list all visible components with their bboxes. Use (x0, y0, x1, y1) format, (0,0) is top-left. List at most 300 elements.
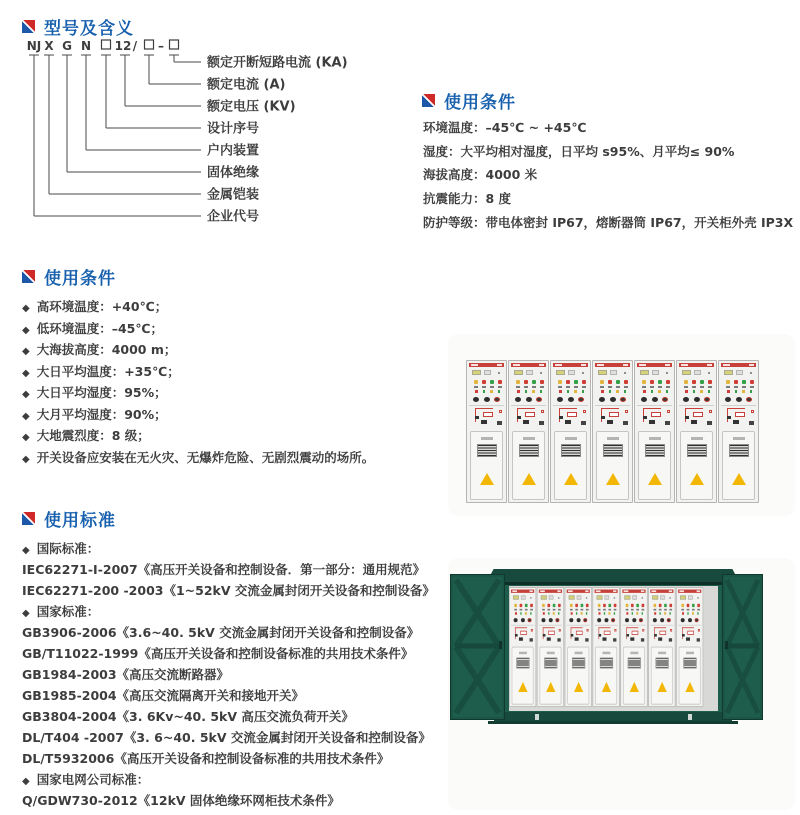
mimic-element (682, 627, 694, 628)
button-label (608, 386, 612, 388)
vent-grille (519, 444, 539, 457)
cabinet-door (679, 647, 701, 705)
mimic-element (649, 420, 655, 424)
button-row-small (635, 390, 674, 393)
knob-row (509, 397, 548, 402)
mimic-element (515, 634, 518, 637)
warning-triangle-icon (648, 473, 662, 485)
mimic-element (531, 629, 533, 632)
operation-knob (662, 397, 668, 402)
indicator-window (652, 595, 658, 599)
mimic-element (559, 629, 561, 632)
button-label (614, 609, 617, 611)
button-label (658, 386, 662, 388)
button-label (654, 609, 657, 611)
switchgear-cabinet (676, 360, 717, 503)
button-label (684, 386, 688, 388)
cabinet-nameplate (595, 590, 618, 593)
control-button (727, 390, 730, 393)
control-button (742, 380, 746, 384)
knob-row (565, 618, 591, 622)
indicator-window (694, 370, 701, 375)
switchgear-cabinet (466, 360, 507, 503)
standard-item: IEC62271-200 -2003《1~52kV 交流金属封闭开关设备和控制设备》 (22, 583, 435, 598)
mimic-element (654, 627, 666, 628)
mimic-element (669, 638, 672, 641)
mimic-element (557, 638, 560, 641)
nameplate-mark (679, 590, 684, 591)
button-label-row (593, 609, 619, 611)
indicator-row (538, 595, 564, 599)
button-label (498, 386, 502, 388)
button-row (467, 380, 506, 384)
indicator-window (472, 370, 481, 375)
operation-knob (683, 397, 689, 402)
mimic-element (581, 421, 586, 425)
control-button (750, 390, 753, 393)
control-button (525, 604, 528, 607)
enclosure-cabinets (509, 587, 703, 707)
vent-grille (603, 444, 623, 457)
mimic-element (626, 634, 629, 637)
button-label (532, 386, 536, 388)
indicator-dot (614, 597, 615, 599)
button-label-row (551, 386, 590, 388)
section-header-conditions-left (22, 264, 116, 289)
operation-knob (652, 397, 658, 402)
mimic-element (687, 630, 694, 634)
switchgear-cabinet (565, 587, 592, 707)
control-button (483, 390, 486, 393)
diamond-bullet-icon: ◆ (22, 303, 30, 314)
mimic-element (517, 416, 521, 419)
control-button (624, 380, 628, 384)
mimic-element (685, 408, 686, 422)
button-label (575, 609, 578, 611)
operation-knob (604, 618, 608, 622)
indicator-row (649, 595, 675, 599)
standard-item: DL/T404 -2007《3. 6~40. 5kV 交流金属封闭开关设备和控制设备》 (22, 730, 431, 745)
operation-knob (725, 397, 731, 402)
vent-grille (683, 657, 696, 668)
mimic-element (547, 637, 551, 640)
indicator-window (577, 595, 582, 599)
operation-knob (548, 618, 552, 622)
mimic-element (693, 412, 703, 417)
operation-knob (695, 618, 699, 622)
knob-row (635, 397, 674, 402)
control-button (582, 380, 586, 384)
nameplate-mark (624, 590, 629, 591)
button-label (624, 386, 628, 388)
door-label (686, 652, 694, 654)
nameplate-mark (539, 364, 544, 366)
door-label (658, 652, 666, 654)
nameplate-mark (540, 590, 545, 591)
indicator-row (593, 370, 632, 375)
button-label (553, 609, 556, 611)
indicator-dot (642, 597, 643, 599)
mimic-element (525, 412, 535, 417)
mimic-element (630, 637, 634, 640)
vent-grille (655, 657, 668, 668)
button-label (750, 386, 754, 388)
mimic-element (685, 408, 703, 409)
control-button (582, 390, 585, 393)
section-marker-icon (422, 94, 435, 107)
condition-item: ◆ 大日平均湿度：95%； (22, 385, 167, 400)
operation-knob (694, 397, 700, 402)
button-label (574, 386, 578, 388)
control-button (498, 390, 501, 393)
indicator-window (724, 370, 733, 375)
control-button (553, 612, 555, 614)
control-button (636, 604, 639, 607)
section-marker-icon (22, 20, 35, 33)
mimic-element (751, 410, 754, 413)
button-row-small (551, 390, 590, 393)
condition-item: ◆ 开关设备应安装在无火灾、无爆炸危险、无剧烈震动的场所。 (22, 449, 375, 465)
control-button (586, 604, 589, 607)
section-title: 型号及含义 (44, 19, 134, 39)
nameplate-mark (555, 364, 562, 366)
control-button (553, 604, 556, 607)
mimic-element (567, 412, 577, 417)
indicator-dot (558, 597, 559, 599)
svg-text:NJ: NJ (26, 39, 42, 53)
control-button (664, 604, 667, 607)
operation-knob (653, 618, 657, 622)
button-label (631, 609, 634, 611)
spec-line: 湿度：大平均相对湿度，日平均 s95%、月平均≤ 90% (423, 143, 735, 159)
control-button (658, 390, 661, 393)
control-button (598, 604, 601, 607)
nameplate-mark (639, 364, 646, 366)
mimic-element (543, 634, 546, 637)
indicator-window (682, 370, 691, 375)
button-label (734, 386, 738, 388)
control-button (609, 390, 612, 393)
button-row-small (649, 612, 675, 614)
door-label (565, 437, 577, 440)
operation-knob (494, 397, 500, 402)
operation-knob (583, 618, 587, 622)
control-button (687, 612, 689, 614)
indicator-window (526, 370, 533, 375)
door-label (574, 652, 582, 654)
control-button (666, 380, 670, 384)
switchgear-cabinet (718, 360, 759, 503)
indicator-dot (624, 372, 626, 374)
operation-knob (576, 618, 580, 622)
button-label (692, 386, 696, 388)
mimic-element (499, 410, 502, 413)
mimic-element (571, 627, 583, 628)
mimic-element (475, 408, 476, 422)
mimic-element (654, 634, 657, 637)
button-row (510, 604, 536, 607)
switchgear-cabinet (508, 360, 549, 503)
mimic-element (583, 410, 586, 413)
nameplate-mark (723, 364, 730, 366)
door-label (607, 437, 619, 440)
switchgear-cabinet (550, 360, 591, 503)
door-label (481, 437, 493, 440)
mimic-diagram (539, 625, 562, 645)
control-button (490, 390, 493, 393)
indicator-window (597, 595, 603, 599)
control-button (608, 612, 610, 614)
control-button (642, 604, 645, 607)
cabinet-nameplate (637, 363, 672, 367)
cabinet-nameplate (678, 590, 701, 593)
condition-item: ◆ 低环境温度：–45℃； (22, 320, 163, 336)
mimic-element (530, 638, 533, 641)
control-button (548, 612, 550, 614)
switchgear-cabinet (634, 360, 675, 503)
diamond-bullet-icon: ◆ (22, 367, 30, 379)
model-label: 设计序号 (207, 121, 260, 137)
control-button (600, 380, 604, 384)
mimic-element (609, 412, 619, 417)
control-button (708, 390, 711, 393)
door-label (649, 437, 661, 440)
control-button (682, 612, 684, 614)
section-marker-icon (22, 270, 35, 283)
nameplate-mark (623, 364, 628, 366)
mimic-element (497, 421, 502, 425)
door-handle (499, 641, 502, 649)
button-label (600, 386, 604, 388)
indicator-row (677, 370, 716, 375)
mimic-element (685, 416, 689, 419)
control-button (574, 380, 578, 384)
vent-grille (687, 444, 707, 457)
button-label-row (538, 609, 564, 611)
button-label-row (635, 386, 674, 388)
switchgear-cabinet (537, 587, 564, 707)
control-button (631, 604, 634, 607)
button-row-small (593, 390, 632, 393)
control-button (614, 604, 617, 607)
indicator-dot (666, 372, 668, 374)
control-button (558, 604, 561, 607)
operation-knob (599, 397, 605, 402)
cabinet-nameplate (511, 363, 546, 367)
switchgear-cabinet (592, 360, 633, 503)
model-label: 企业代号 (207, 209, 260, 225)
model-label: 户内装置 (207, 143, 260, 159)
indicator-window (604, 595, 609, 599)
button-label (570, 609, 573, 611)
indicator-window (484, 370, 491, 375)
svg-text:G: G (62, 39, 72, 53)
control-button (626, 604, 629, 607)
operation-knob (569, 618, 573, 622)
mimic-element (667, 410, 670, 413)
control-button (482, 380, 486, 384)
mimic-element (475, 416, 479, 419)
control-button (490, 380, 494, 384)
button-label (742, 386, 746, 388)
vent-grille (544, 657, 557, 668)
control-button (603, 604, 606, 607)
control-button (631, 612, 633, 614)
warning-triangle-icon (732, 473, 746, 485)
door-label (602, 652, 610, 654)
control-button (654, 612, 656, 614)
knob-row (621, 618, 647, 622)
mimic-element (599, 634, 602, 637)
control-button (643, 390, 646, 393)
section-title: 使用条件 (444, 93, 516, 113)
nameplate-mark (530, 590, 533, 591)
indicator-row (509, 370, 548, 375)
control-button (566, 380, 570, 384)
mimic-element (643, 416, 647, 419)
mimic-element (727, 408, 728, 422)
indicator-window (680, 595, 686, 599)
nameplate-mark (557, 590, 560, 591)
control-button (692, 612, 694, 614)
standard-item: GB3906-2006《3.6~40. 5kV 交流金属封闭开关设备和控制设备》 (22, 625, 420, 640)
indicator-window (514, 370, 523, 375)
button-label (540, 386, 544, 388)
indicator-dot (669, 597, 670, 599)
indicator-window (569, 595, 575, 599)
mimic-element (602, 637, 606, 640)
control-button (603, 612, 605, 614)
nameplate-mark (641, 590, 644, 591)
nameplate-mark (681, 364, 688, 366)
button-label (582, 386, 586, 388)
cabinet-door (539, 647, 561, 705)
mimic-element (665, 421, 670, 425)
control-button (613, 612, 615, 614)
button-row (593, 380, 632, 384)
operation-knob (484, 397, 490, 402)
indicator-dot (498, 372, 500, 374)
diamond-bullet-icon: ◆ (22, 346, 30, 357)
section-title: 使用条件 (44, 269, 116, 289)
indicator-dot (708, 372, 710, 374)
operation-knob (521, 618, 525, 622)
button-label (664, 609, 667, 611)
enclosure-roof (486, 569, 740, 583)
mimic-element (585, 638, 588, 641)
mimic-diagram (650, 625, 673, 645)
button-label (603, 609, 606, 611)
button-row-small (510, 612, 536, 614)
control-button (697, 612, 699, 614)
mimic-element (651, 412, 661, 417)
mimic-element (520, 630, 527, 634)
control-button (574, 390, 577, 393)
indicator-window (624, 595, 630, 599)
mimic-diagram (511, 625, 534, 645)
model-label: 额定电流 (A) (207, 77, 286, 93)
indicator-window (652, 370, 659, 375)
control-button (558, 612, 560, 614)
indicator-window (660, 595, 665, 599)
standard-item: GB/T11022-1999《高压开关设备和控制设备标准的共用技术条件》 (22, 646, 414, 661)
button-row-small (677, 612, 703, 614)
button-label (586, 609, 589, 611)
door-label (523, 437, 535, 440)
standard-item: Q/GDW730-2012《12kV 固体绝缘环网柜技术条件》 (22, 793, 340, 808)
button-label (566, 386, 570, 388)
vent-grille (516, 657, 529, 668)
svg-text:/: / (132, 39, 138, 53)
nameplate-mark (513, 364, 520, 366)
condition-item: ◆ 高环境温度：+40℃； (22, 299, 168, 314)
control-button (586, 612, 588, 614)
button-label-row (509, 386, 548, 388)
mimic-element (519, 637, 523, 640)
control-button (692, 380, 696, 384)
standard-item: ◆ 国家电网公司标准： (22, 772, 150, 787)
button-label (636, 609, 639, 611)
control-button (616, 380, 620, 384)
cabinet-door (680, 431, 713, 500)
vent-grille (572, 657, 585, 668)
mimic-element (727, 408, 745, 409)
button-row (565, 604, 591, 607)
mimic-diagram (511, 406, 546, 430)
indicator-row (719, 370, 758, 375)
control-button (734, 380, 738, 384)
diamond-bullet-icon: ◆ (22, 410, 30, 422)
cabinet-door (596, 431, 629, 500)
nameplate-mark (669, 590, 672, 591)
mimic-element (658, 637, 662, 640)
mimic-diagram (678, 625, 701, 645)
cabinet-nameplate (469, 363, 504, 367)
knob-row (649, 618, 675, 622)
operation-knob (611, 618, 615, 622)
mimic-element (691, 420, 697, 424)
mimic-element (483, 412, 493, 417)
control-button (750, 380, 754, 384)
button-row-small (565, 612, 591, 614)
indicator-row (467, 370, 506, 375)
warning-triangle-icon (629, 682, 638, 692)
mimic-diagram (595, 625, 618, 645)
mimic-element (541, 410, 544, 413)
knob-row (677, 618, 703, 622)
nameplate-mark (665, 364, 670, 366)
control-button (516, 380, 520, 384)
door-handle (725, 641, 728, 649)
control-button (669, 612, 671, 614)
model-label: 额定电压 (KV) (207, 99, 296, 115)
nameplate-mark (597, 364, 604, 366)
button-label (642, 609, 645, 611)
mimic-element (735, 412, 745, 417)
control-button (641, 612, 643, 614)
diamond-bullet-icon: ◆ (22, 389, 30, 400)
control-button (514, 604, 517, 607)
indicator-window (541, 595, 547, 599)
vent-grille (561, 444, 581, 457)
operation-knob (746, 397, 752, 402)
nameplate-mark (471, 364, 478, 366)
button-label-row (621, 609, 647, 611)
diamond-bullet-icon: ◆ (22, 608, 30, 619)
mimic-element (517, 408, 518, 422)
indicator-row (635, 370, 674, 375)
knob-row (551, 397, 590, 402)
